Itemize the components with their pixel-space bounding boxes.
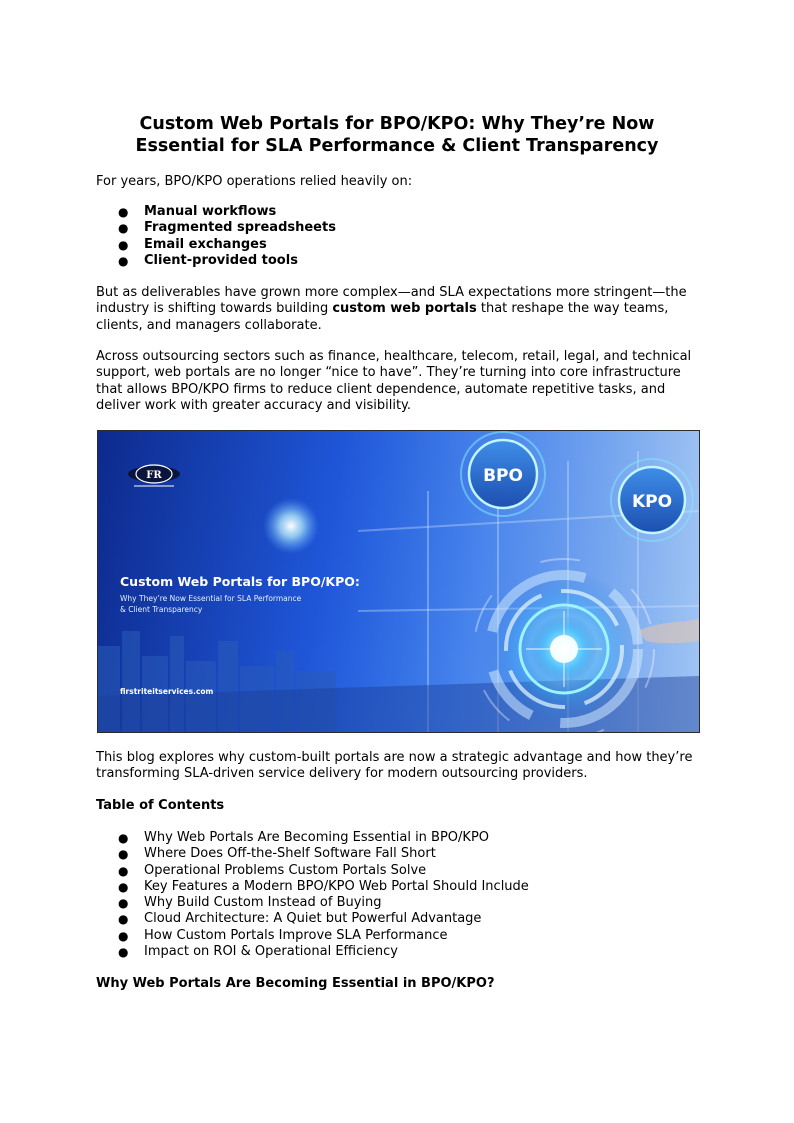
banner-website: firstriteitservices.com xyxy=(120,687,214,696)
kpo-badge-label: KPO xyxy=(631,492,673,512)
bullet-icon: ● xyxy=(118,896,129,911)
bullet-icon: ● xyxy=(118,863,129,878)
light-flare xyxy=(263,498,319,554)
section-heading: Why Web Portals Are Becoming Essential in BPO/KPO? xyxy=(96,976,495,991)
bullet-icon: ● xyxy=(118,928,129,943)
bullet-icon: ● xyxy=(118,945,129,960)
industry-shift-paragraph: But as deliverables have grown more complex—and SLA expectations more stringent—the industry is shifting towards building custom web portals that reshape the way teams, clients, and managers collaborate. xyxy=(96,285,687,333)
toc-item[interactable]: ● Where Does Off-the-Shelf Software Fall Short xyxy=(118,846,436,862)
blog-banner-image xyxy=(97,430,700,733)
toc-item[interactable]: ● Key Features a Modern BPO/KPO Web Portal Should Include xyxy=(118,878,529,894)
list-item: ● Fragmented spreadsheets xyxy=(118,220,336,236)
bullet-icon: ● xyxy=(118,253,129,268)
banner-artwork xyxy=(98,431,699,732)
custom-web-portals-emphasis: custom web portals xyxy=(332,301,477,317)
toc-item[interactable]: ● Impact on ROI & Operational Efficiency xyxy=(118,944,398,960)
bullet-icon: ● xyxy=(118,221,129,236)
bullet-icon: ● xyxy=(118,237,129,252)
reliance-list xyxy=(96,204,336,269)
bpo-badge-label: BPO xyxy=(483,466,523,486)
bullet-icon: ● xyxy=(118,205,129,219)
banner-subtitle-line2: & Client Transparency xyxy=(120,605,203,614)
banner-subtitle-line1: Why They’re Now Essential for SLA Performance xyxy=(120,594,302,603)
logo-lettering: FR xyxy=(146,470,162,481)
document-title: Custom Web Portals for BPO/KPO: Why They’re Now Essential for SLA Performance & Client Transparency xyxy=(135,114,659,156)
toc-item[interactable]: ● Cloud Architecture: A Quiet but Powerful Advantage xyxy=(118,911,482,927)
blog-purpose-paragraph: This blog explores why custom-built portals are now a strategic advantage and how they’re transforming SLA-driven service delivery for modern outsourcing providers. xyxy=(96,750,693,782)
bullet-icon: ● xyxy=(118,847,129,862)
bullet-icon: ● xyxy=(118,912,129,927)
toc-item[interactable]: ● Why Web Portals Are Becoming Essential in BPO/KPO xyxy=(118,830,490,845)
banner-heading: Custom Web Portals for BPO/KPO: xyxy=(120,574,360,589)
sectors-paragraph: Across outsourcing sectors such as finance, healthcare, telecom, retail, legal, and technical support, web portals are no longer “nice to have”. They’re turning into core infrastructure that allows BPO/KPO firms to reduce client dependence, automate repetitive tasks, and deliver work with greater accuracy and visibility. xyxy=(96,349,692,413)
list-item: ● Email exchanges xyxy=(118,236,267,252)
toc-item[interactable]: ● Why Build Custom Instead of Buying xyxy=(118,895,382,911)
intro-paragraph: For years, BPO/KPO operations relied heavily on: xyxy=(96,174,413,189)
bullet-icon: ● xyxy=(118,879,129,894)
toc-item[interactable]: ● Operational Problems Custom Portals Solve xyxy=(118,862,427,878)
list-item: ● Manual workflows xyxy=(118,204,277,219)
toc-heading: Table of Contents xyxy=(96,798,225,813)
toc-list xyxy=(96,830,529,960)
bullet-icon: ● xyxy=(118,831,129,845)
list-item: ● Client-provided tools xyxy=(118,252,298,268)
toc-item[interactable]: ● How Custom Portals Improve SLA Performance xyxy=(118,927,448,943)
